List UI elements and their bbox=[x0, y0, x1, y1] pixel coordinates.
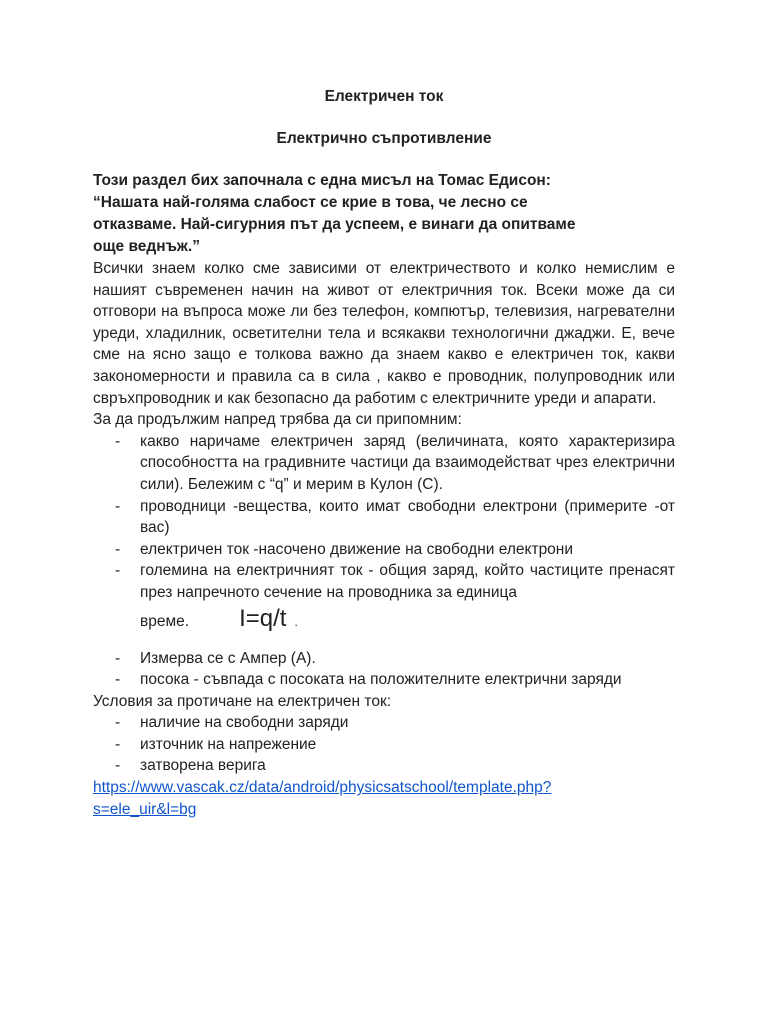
list-item-text: затворена верига bbox=[140, 757, 266, 775]
simulation-link[interactable] bbox=[93, 777, 675, 820]
recall-list bbox=[93, 431, 675, 691]
list-item-text: проводници -вещества, които имат свободни електрони (примерите -от вас) bbox=[140, 497, 675, 537]
list-item-text: електричен ток -насочено движение на свободни електрони bbox=[140, 540, 574, 558]
dash-bullet: - bbox=[115, 757, 121, 775]
dash-bullet: - bbox=[115, 432, 121, 450]
list-item bbox=[93, 539, 675, 561]
list-item bbox=[93, 560, 675, 647]
dash-bullet: - bbox=[115, 497, 121, 515]
list-item bbox=[93, 712, 675, 734]
formula-suffix: . bbox=[294, 614, 298, 629]
list-item-text: посока - съвпада с посоката на положителните електрични заряди bbox=[140, 671, 622, 689]
quote-line-1: “Нашата най-голяма слабост се крие в това, че лесно се bbox=[93, 194, 528, 211]
body-paragraph: Всички знаем колко сме зависими от електричеството и колко немислим е нашият съвременен начин на живот от електричния ток. Всеки може да си отговори на въпроса може ли без телефон, компютър, телевизия, нагревателни уреди, хладилник, осветителни тела и всякакви технологични джаджи. Е, вече сме на ясно защо е толкова важно да знаем какво е електричен ток, какви закономерности и правила са в сила , какво е проводник, полупроводник или свръхпроводник и как безопасно да работим с електричните уреди и апарати. bbox=[93, 260, 675, 407]
list-item bbox=[93, 755, 675, 777]
link-line-2[interactable]: s=ele_uir&l=bg bbox=[93, 800, 197, 818]
formula-line bbox=[140, 604, 675, 648]
dash-bullet: - bbox=[115, 735, 121, 753]
dash-bullet: - bbox=[115, 649, 121, 667]
list-item-text: големина на електричният ток - общия заряд, който частиците пренасят през напречното сечение на проводника за единица bbox=[140, 562, 675, 601]
document-page bbox=[93, 86, 675, 820]
list-item bbox=[93, 431, 675, 496]
quote-line-3: още веднъж.” bbox=[93, 238, 200, 255]
document-title: Електричен ток bbox=[324, 88, 444, 105]
formula-prefix: време. bbox=[140, 612, 190, 630]
list-lead-conditions: Условия за протичане на електричен ток: bbox=[93, 692, 392, 710]
list-item bbox=[93, 648, 675, 670]
dash-bullet: - bbox=[115, 714, 121, 732]
quote-line-2: отказваме. Най-сигурния път да успеем, е винаги да опитваме bbox=[93, 216, 576, 233]
link-line-1[interactable]: https://www.vascak.cz/data/android/physicsatschool/template.php? bbox=[93, 779, 552, 797]
list-item bbox=[93, 734, 675, 756]
dash-bullet: - bbox=[115, 562, 121, 580]
conditions-list bbox=[93, 712, 675, 777]
list-item-text: какво наричаме електричен заряд (величината, която характеризира способността на градивните частици да взаимодействат чрез електрични сили). Бележим с “q” и мерим в Кулон (С). bbox=[140, 432, 675, 493]
list-lead-recall: За да продължим напред трябва да си припомним: bbox=[93, 411, 462, 429]
intro-sentence: Този раздел бих започнала с една мисъл на Томас Едисон: bbox=[93, 172, 551, 189]
list-item-text: източник на напрежение bbox=[140, 735, 317, 753]
dash-bullet: - bbox=[115, 540, 121, 558]
list-item-text: наличие на свободни заряди bbox=[140, 714, 349, 732]
list-item bbox=[93, 669, 675, 691]
document-subtitle: Електрично съпротивление bbox=[276, 130, 492, 147]
list-item bbox=[93, 496, 675, 539]
current-formula: I=q/t bbox=[239, 604, 287, 632]
list-item-text: Измерва се с Ампер (А). bbox=[140, 649, 316, 667]
dash-bullet: - bbox=[115, 671, 121, 689]
